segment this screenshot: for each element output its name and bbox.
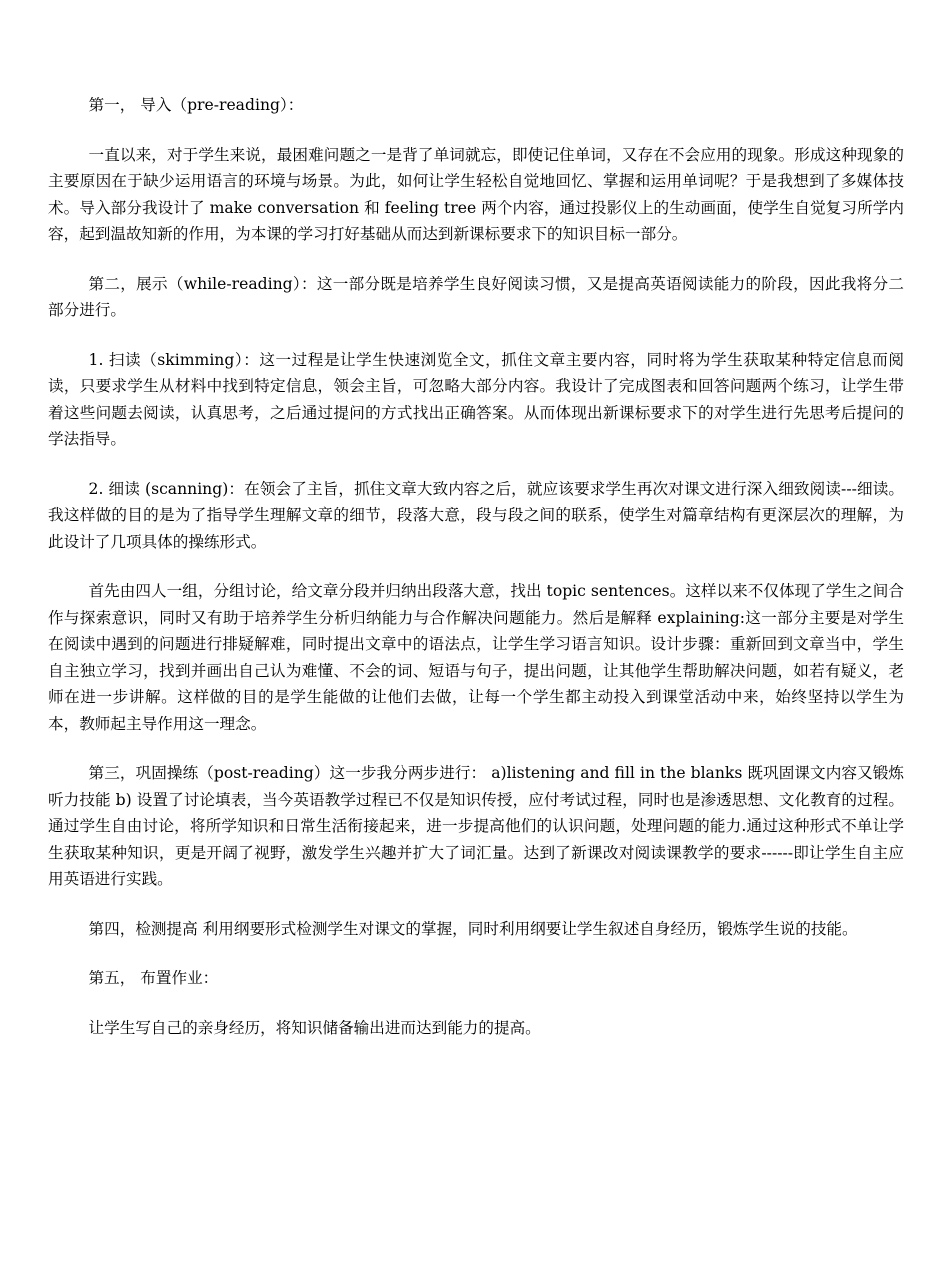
section-2-heading: 第二，展示（while-reading）：这一部分既是培养学生良好阅读习惯，又是提高英语阅读能力的阶段，因此我将分二部分进行。 [48,274,904,319]
document-body [48,92,904,1041]
section-4-paragraph: 第四，检测提高 利用纲要形式检测学生对课文的掌握，同时利用纲要让学生叙述自身经历，锻炼学生说的技能。 [88,919,858,938]
skimming-paragraph: 1. 扫读（skimming）：这一过程是让学生快速浏览全文，抓住文章主要内容，同时将为学生获取某种特定信息而阅读，只要求学生从材料中找到特定信息，领会主旨，可忽略大部分内容。我设计了完成图表和回答问题两个练习，让学生带着这些问题去阅读，认真思考，之后通过提问的方式找出正确答案。从而体现出新课标要求下的对学生进行先思考后提问的学法指导。 [48,350,904,448]
section-1-heading: 第一， 导入（pre-reading）： [88,96,304,114]
section-1-body: 一直以来，对于学生来说，最困难问题之一是背了单词就忘，即使记住单词，又存在不会应用的现象。形成这种现象的主要原因在于缺少运用语言的环境与场景。为此，如何让学生轻松自觉地回忆、掌握和运用单词呢？于是我想到了多媒体技术。导入部分我设计了 make conversation 和 feeling tree 两个内容，通过投影仪上的生动画面，使学生自觉复习所学内容，起到温故知新的作用，为本课的学习打好基础从而达到新课标要求下的知识目标一部分。 [48,145,904,243]
section-5-heading: 第五， 布置作业： [88,969,219,987]
homework-paragraph: 让学生写自己的亲身经历，将知识储备输出进而达到能力的提高。 [88,1018,541,1037]
scanning-paragraph: 2. 细读 (scanning)：在领会了主旨，抓住文章大致内容之后，就应该要求学生再次对课文进行深入细致阅读---细读。我这样做的目的是为了指导学生理解文章的细节，段落大意，段与段之间的联系，使学生对篇章结构有更深层次的理解，为此设计了几项具体的操练形式。 [48,479,904,551]
section-3-paragraph: 第三，巩固操练（post-reading）这一步我分两步进行： a)listening and fill in the blanks 既巩固课文内容又锻炼听力技能 b) 设置了讨论填表，当今英语教学过程已不仅是知识传授，应付考试过程，同时也是渗透思想、文化教育的过程。通过学生自由讨论，将所学知识和日常生活衔接起来，进一步提高他们的认识问题，处理问题的能力.通过这种形式不单让学生获取某种知识，更是开阔了视野，激发学生兴趣并扩大了词汇量。达到了新课改对阅读课教学的要求------即让学生自主应用英语进行实践。 [48,764,904,888]
group-discussion-paragraph: 首先由四人一组，分组讨论，给文章分段并归纳出段落大意，找出 topic sentences。这样以来不仅体现了学生之间合作与探索意识，同时又有助于培养学生分析归纳能力与合作解决问题能力。然后是解释 explaining:这一部分主要是对学生在阅读中遇到的问题进行排疑解难，同时提出文章中的语法点，让学生学习语言知识。设计步骤：重新回到文章当中，学生自主独立学习，找到并画出自己认为难懂、不会的词、短语与句子，提出问题，让其他学生帮助解决问题，如若有疑义，老师在进一步讲解。这样做的目的是学生能做的让他们去做，让每一个学生都主动投入到课堂活动中来，始终坚持以学生为本，教师起主导作用这一理念。 [48,582,904,733]
